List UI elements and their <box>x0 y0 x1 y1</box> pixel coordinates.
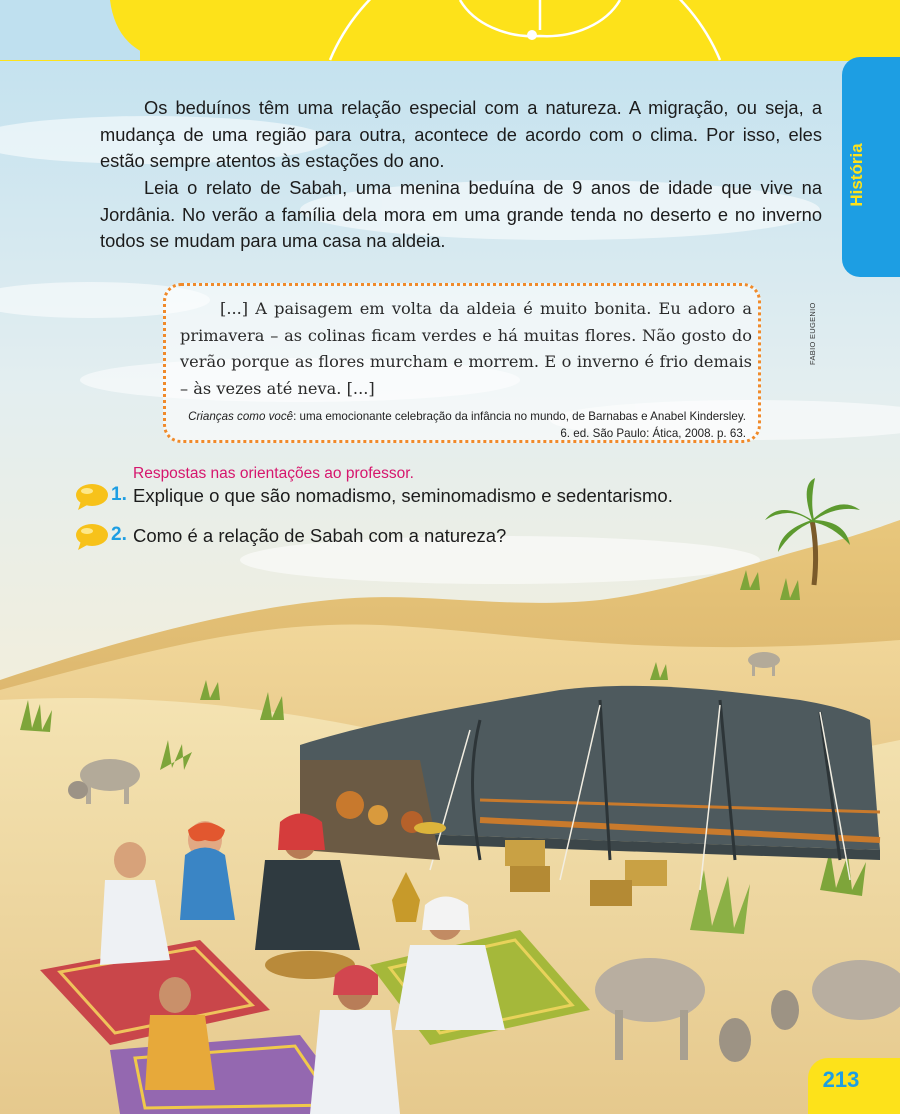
quote-source <box>186 408 746 442</box>
quote-text: [...] A paisagem em volta da aldeia é muito bonita. Eu adoro a primavera – as colinas ficam verdes e há muitas flores. Não gosto do verão porque as flores murcham e morrem. E o inverno é frio demais – às vezes até neva. [...] <box>180 299 752 398</box>
question-number: 1. <box>111 484 127 505</box>
context-paragraph: Leia o relato de Sabah, uma menina beduína de 9 anos de idade que vive na Jordânia. No verão a família dela mora em uma grande tenda no deserto e no inverno todos se mudam para uma casa na aldeia. <box>100 177 822 251</box>
speech-bubble-icon <box>75 523 109 551</box>
quote-box <box>163 283 761 443</box>
source-title: Crianças como você <box>188 410 294 423</box>
illustration-credit: FABIO EUGENIO <box>808 302 817 365</box>
question-text: Explique o que são nomadismo, seminomadismo e sedentarismo. <box>133 485 673 506</box>
source-details: : uma emocionante celebração da infância no mundo, de Barnabas e Anabel Kindersley. 6. ed. São Paulo: Ática, 2008. p. 63. <box>293 410 746 440</box>
intro-paragraph: Os beduínos têm uma relação especial com a natureza. A migração, ou seja, a mudança de uma região para outra, acontece de acordo com o clima. Por isso, eles estão sempre atentos às estações do ano. <box>100 97 822 171</box>
question-text: Como é a relação de Sabah com a natureza? <box>133 525 507 546</box>
speech-bubble-icon <box>75 483 109 511</box>
section-tab-label: História <box>847 143 866 207</box>
teacher-answer-note: Respostas nas orientações ao professor. <box>133 465 414 482</box>
question-number: 2. <box>111 524 127 545</box>
page-number: 213 <box>822 1067 860 1092</box>
